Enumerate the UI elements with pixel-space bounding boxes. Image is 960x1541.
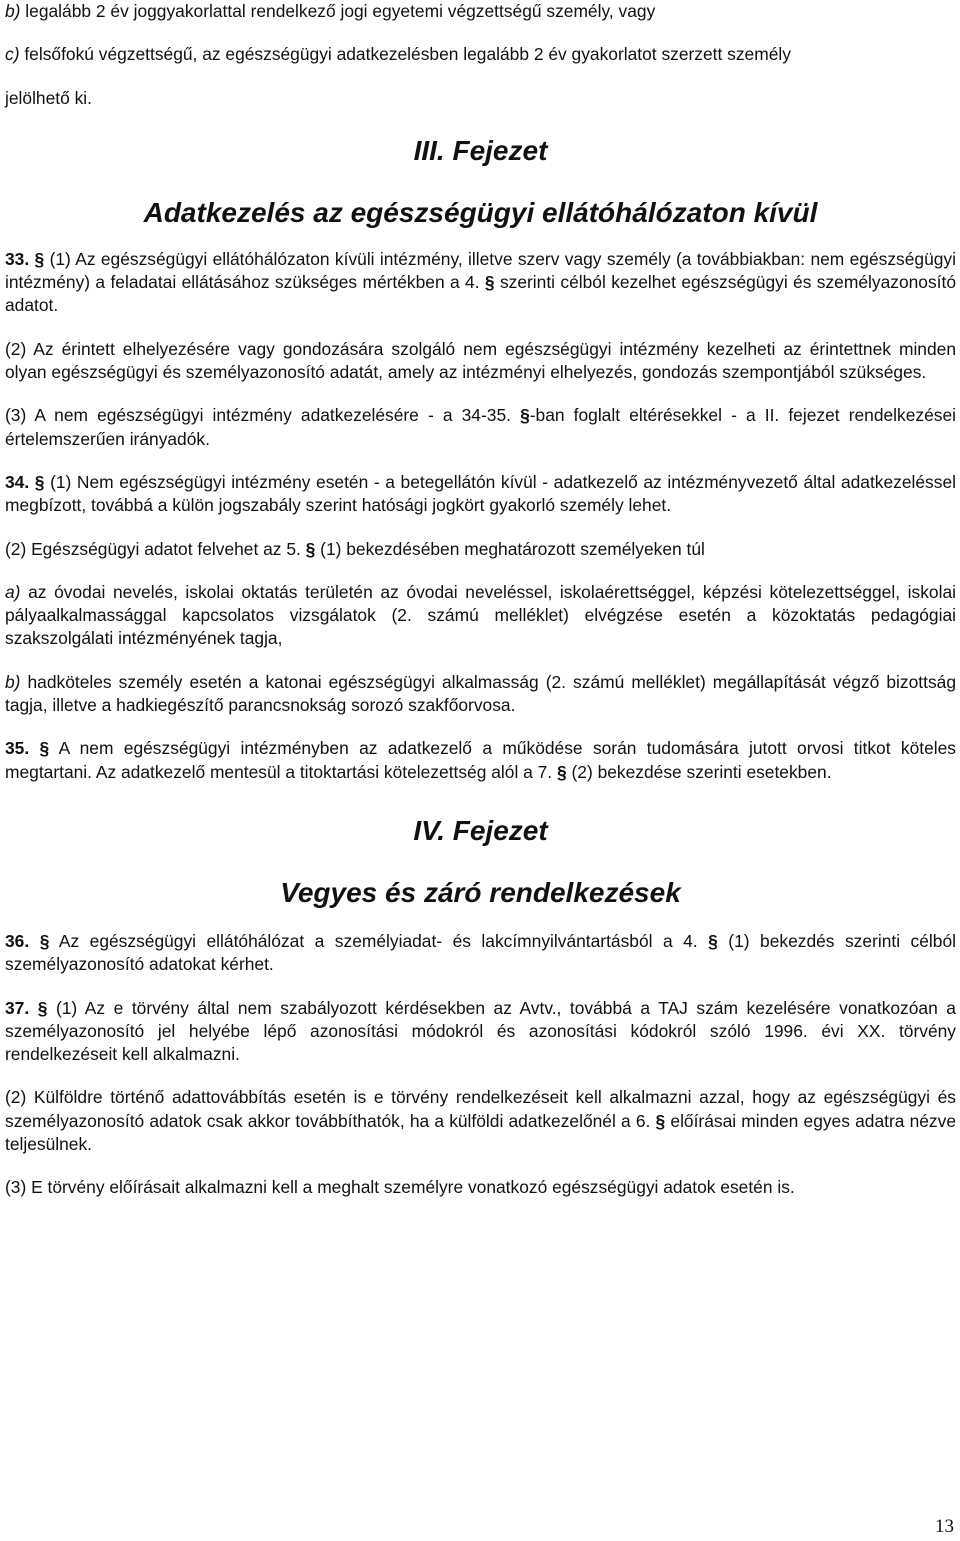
section-symbol: § xyxy=(34,471,45,492)
section-37-paragraph-3: (3) E törvény előírásait alkalmazni kell a meghalt személyre vonatkozó egészségügyi adatok esetén is. xyxy=(5,1177,795,1198)
section-33-number: 33. xyxy=(5,248,30,269)
section-35-number: 35. xyxy=(5,738,30,759)
section-symbol: § xyxy=(484,272,495,293)
intro-item-b-label: b) xyxy=(5,1,21,21)
section-34-paragraph-1: 34. § (1) Nem egészségügyi intézmény esetén - a betegellátón kívül - adatkezelő az intézményvezető által adatkezeléssel megbízott, továbbá a külön jogszabály szerint hatósági jogkört gyakorló személy lehet. xyxy=(5,471,956,516)
page-number: 13 xyxy=(935,1516,954,1537)
section-33-paragraph-1: 33. § (1) Az egészségügyi ellátóhálózaton kívüli intézmény, illetve szerv vagy személy (a továbbiakban: nem egészségügyi intézmény) a feladatai ellátásához szükséges mértékben a 4. § szerinti célból kezelhet egészségügyi és személyazonosító adatot. xyxy=(5,248,956,316)
section-33-paragraph-3: (3) A nem egészségügyi intézmény adatkezelésére - a 34-35. §-ban foglalt eltérésekkel - a II. fejezet rendelkezései értelemszerűen irányadók. xyxy=(5,405,956,449)
section-symbol: § xyxy=(708,930,718,951)
section-34-item-a-label: a) xyxy=(5,581,21,602)
section-37-paragraph-2: (2) Külföldre történő adattovábbítás esetén is e törvény rendelkezéseit kell alkalmazni azzal, hogy az egészségügyi és személyazonosító adatok csak akkor továbbíthatók, ha a külföldi adatkezelőnél a 6. § előírásai minden egyes adatra nézve teljesülnek. xyxy=(5,1087,956,1155)
section-symbol: § xyxy=(520,405,530,426)
section-35-paragraph: 35. § A nem egészségügyi intézményben az adatkezelő a működése során tudomására jutott orvosi titkot köteles megtartani. Az adatkezelő mentesül a titoktartási kötelezettség alól a 7. § (2) bekezdése szerinti esetekben. xyxy=(5,738,956,782)
intro-item-b xyxy=(5,0,956,23)
section-36-number: 36. xyxy=(5,930,30,951)
section-symbol: § xyxy=(655,1110,666,1131)
section-34-number: 34. xyxy=(5,471,30,492)
chapter-3-number: III. Fejezet xyxy=(413,134,548,166)
section-37-number: 37. xyxy=(5,997,30,1018)
chapter-4-number: IV. Fejezet xyxy=(413,814,548,846)
intro-item-c-label: c) xyxy=(5,44,20,65)
intro-item-c xyxy=(5,43,956,66)
chapter-3-title: Adatkezelés az egészségügyi ellátóhálózaton kívül xyxy=(143,196,818,228)
section-34-item-b-label: b) xyxy=(5,671,21,692)
section-symbol: § xyxy=(39,930,50,951)
intro-item-b-text: legalább 2 év joggyakorlattal rendelkező jogi egyetemi végzettségű személy, vagy xyxy=(20,1,656,21)
section-37-paragraph-1: 37. § (1) Az e törvény által nem szabályozott kérdésekben az Avtv., továbbá a TAJ szám kezelésére vonatkozóan a személyazonosító jel helyébe lépő azonosítási módokról és azonosítási kódokról szóló 1996. évi XX. törvény rendelkezéseit kell alkalmazni. xyxy=(5,997,956,1065)
document-page xyxy=(5,0,956,1200)
section-symbol: § xyxy=(556,761,567,782)
section-symbol: § xyxy=(37,997,48,1018)
intro-item-c-text: felsőfokú végzettségű, az egészségügyi adatkezelésben legalább 2 év gyakorlatot szerzett személy xyxy=(19,44,791,65)
section-symbol: § xyxy=(305,538,316,559)
section-symbol: § xyxy=(34,248,45,269)
section-33-paragraph-2: (2) Az érintett elhelyezésére vagy gondozására szolgáló nem egészségügyi intézmény kezelheti az érintettnek minden olyan egészségügyi és személyazonosító adatát, amely az intézményi elhelyezés, gondozás szempontjából szükséges. xyxy=(5,338,956,383)
section-34-paragraph-2: (2) Egészségügyi adatot felvehet az 5. § (1) bekezdésében meghatározott személyeken túl xyxy=(5,538,705,559)
intro-tail: jelölhető ki. xyxy=(5,87,93,108)
section-34-item-b: b) hadköteles személy esetén a katonai egészségügyi alkalmasság (2. számú melléklet) megállapítását végző bizottság tagja, illetve a hadkiegészítő parancsnokság sorozó szakfőorvosa. xyxy=(5,671,956,716)
section-36-paragraph: 36. § Az egészségügyi ellátóhálózat a személyiadat- és lakcímnyilvántartásból a 4. § (1) bekezdés szerinti célból személyazonosító adatokat kérhet. xyxy=(5,930,956,975)
section-symbol: § xyxy=(39,738,50,759)
section-34-item-a: a) az óvodai nevelés, iskolai oktatás területén az óvodai neveléssel, iskolaérettséggel, képzési kötelezettséggel, iskolai pályaalkalmassággal kapcsolatos vizsgálatok (2. számú melléklet) elvégzése esetén a közoktatás pedagógiai szakszolgálati intézményének tagja, xyxy=(5,581,956,649)
chapter-4-title: Vegyes és záró rendelkezések xyxy=(280,876,681,908)
